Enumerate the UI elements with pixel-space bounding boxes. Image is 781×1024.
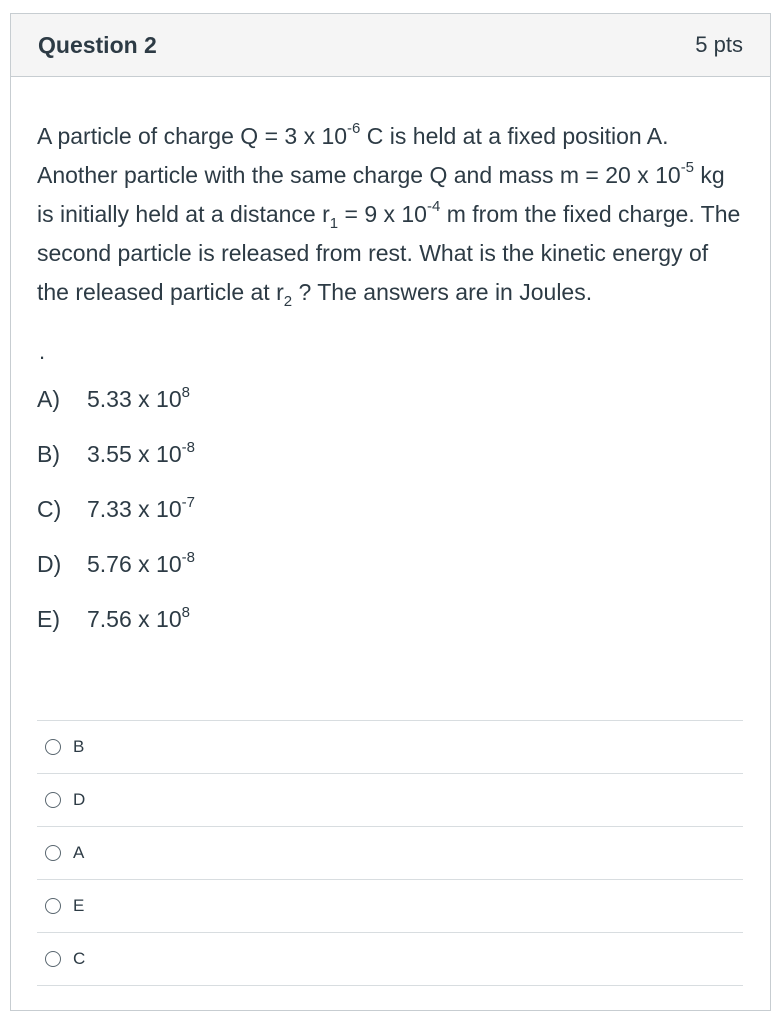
question-body	[11, 77, 770, 647]
choice-value: 7.56 x 10	[87, 606, 182, 632]
choice-letter: E)	[37, 606, 60, 632]
question-text-part: A particle of charge Q = 3 x 10	[37, 123, 348, 149]
question-title: Question 2	[38, 31, 157, 58]
subscript: 2	[283, 293, 293, 310]
answer-option-a[interactable]	[37, 827, 743, 880]
answer-label: B	[73, 737, 85, 756]
choice-letter: B)	[37, 441, 60, 467]
answer-option-c[interactable]	[37, 933, 743, 986]
choice-value: 5.76 x 10	[87, 551, 182, 577]
radio-button[interactable]	[45, 739, 61, 755]
answer-option-b[interactable]	[37, 721, 743, 774]
answer-label: C	[73, 949, 86, 968]
choice-exponent: -8	[181, 439, 195, 456]
radio-button[interactable]	[45, 845, 61, 861]
exponent: -6	[347, 120, 361, 137]
question-text-part: C is held at a fixed position A. Another particle with the same charge Q and mass m = 20 x 10	[37, 123, 681, 188]
choice-letter: C)	[37, 496, 62, 522]
answer-label: E	[73, 896, 85, 915]
listed-choice	[37, 372, 744, 427]
radio-button[interactable]	[45, 898, 61, 914]
choice-letter: D)	[37, 551, 62, 577]
listed-choice	[37, 482, 744, 537]
question-card	[10, 13, 771, 1011]
radio-button[interactable]	[45, 792, 61, 808]
choice-value: 5.33 x 10	[87, 386, 182, 412]
choice-exponent: 8	[181, 384, 190, 401]
question-text	[37, 117, 744, 312]
question-header	[11, 14, 770, 77]
question-text-part: kg is initially held at a distance r	[37, 162, 725, 227]
choice-exponent: 8	[181, 604, 190, 621]
answer-options	[37, 720, 743, 986]
radio-button[interactable]	[45, 951, 61, 967]
choice-exponent: -8	[181, 549, 195, 566]
separator-dot: .	[39, 339, 46, 364]
choice-value: 7.33 x 10	[87, 496, 182, 522]
listed-choice	[37, 537, 744, 592]
answer-option-d[interactable]	[37, 774, 743, 827]
question-points: 5 pts	[695, 32, 743, 57]
exponent: -4	[426, 198, 441, 215]
question-text-part: ? The answers are in Joules.	[292, 279, 593, 305]
choice-exponent: -7	[181, 494, 195, 511]
answer-label: D	[73, 790, 86, 809]
listed-choice	[37, 427, 744, 482]
answer-option-e[interactable]	[37, 880, 743, 933]
choice-letter: A)	[37, 386, 60, 412]
question-text-part: m from the fixed charge. The second particle is released from rest. What is the kinetic energy of the released particle at r	[37, 201, 741, 305]
listed-choice	[37, 592, 744, 647]
choice-value: 3.55 x 10	[87, 441, 182, 467]
listed-choices	[37, 372, 744, 647]
answer-label: A	[73, 843, 85, 862]
subscript: 1	[329, 215, 339, 232]
question-text-part: = 9 x 10	[338, 201, 427, 227]
exponent: -5	[680, 159, 695, 176]
